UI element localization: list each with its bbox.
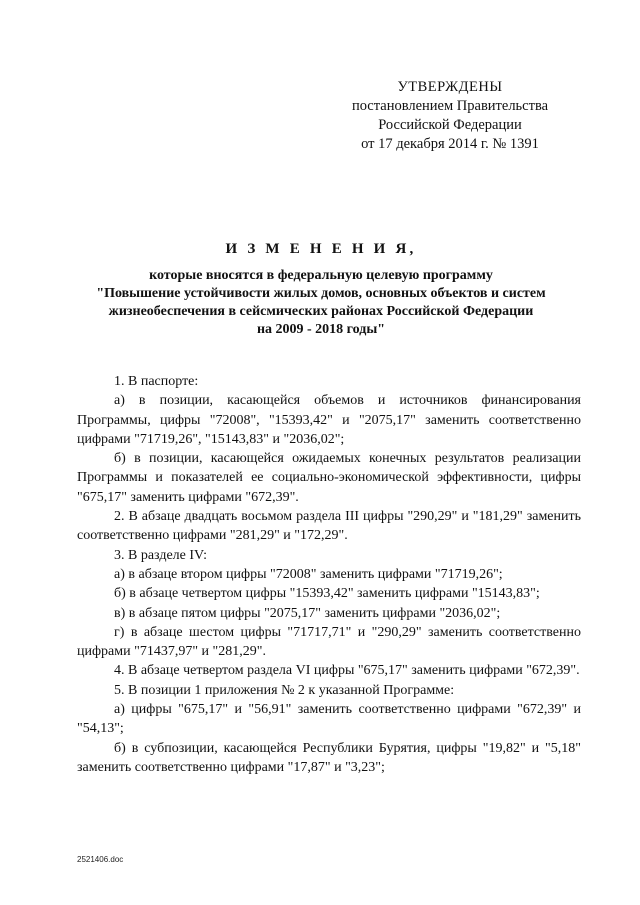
paragraph-5: 5. В позиции 1 приложения № 2 к указанной Программе:: [114, 682, 455, 698]
paragraph-5a: а) цифры "675,17" и "56,91" заменить соответственно цифрами "672,39" и "54,13";: [77, 702, 581, 737]
document-heading: [60, 239, 582, 339]
paragraph-3d: г) в абзаце шестом цифры "71717,71" и "290,29" заменить соответственно цифрами "71437,97" и "281,29".: [77, 624, 581, 660]
approval-line-1: постановлением Правительства: [351, 98, 549, 114]
paragraph-1b: б) в позиции, касающейся ожидаемых конечных результатов реализации Программы и показателей ее социально-экономической эффективности, цифры "675,17" заменить цифрами "672,39".: [77, 451, 581, 505]
paragraph-1a: а) в позиции, касающейся объемов и источников финансирования Программы, цифры "72008", "15393,42" и "2075,17" заменить соответственно цифрами "71719,26", "15143,83" и "2036,02";: [77, 393, 581, 447]
heading-line-4: на 2009 - 2018 годы": [256, 322, 386, 337]
footer-filename: 2521406.doc: [77, 855, 124, 864]
paragraph-3b: б) в абзаце четвертом цифры "15393,42" заменить цифрами "15143,83";: [114, 586, 540, 602]
paragraph-2: 2. В абзаце двадцать восьмом раздела III цифры "290,29" и "181,29" заменить соответственно цифрами "281,29" и "172,29".: [77, 509, 581, 544]
paragraph-3c: в) в абзаце пятом цифры "2075,17" заменить цифрами "2036,02";: [114, 605, 501, 621]
paragraph-3: 3. В разделе IV:: [114, 547, 207, 563]
document-body: [77, 372, 581, 777]
approval-line-3: от 17 декабря 2014 г. № 1391: [361, 136, 539, 152]
heading-line-2: "Повышение устойчивости жилых домов, основных объектов и систем: [96, 286, 546, 301]
approval-line-2: Российской Федерации: [378, 117, 522, 133]
paragraph-3a: а) в абзаце втором цифры "72008" заменить цифрами "71719,26";: [114, 566, 503, 582]
paragraph-1: 1. В паспорте:: [114, 374, 199, 389]
approval-block: [340, 78, 560, 154]
heading-line-1: которые вносятся в федеральную целевую программу: [149, 268, 493, 283]
heading-line-3: жизнеобеспечения в сейсмических районах Российской Федерации: [108, 304, 534, 319]
paragraph-5b: б) в субпозиции, касающейся Республики Бурятия, цифры "19,82" и "5,18" заменить соответственно цифрами "17,87" и "3,23";: [77, 740, 581, 775]
approval-title: УТВЕРЖДЕНЫ: [397, 79, 503, 95]
paragraph-4: 4. В абзаце четвертом раздела VI цифры "675,17" заменить цифрами "672,39".: [114, 663, 580, 679]
heading-title: И З М Е Н Е Н И Я,: [225, 241, 417, 257]
